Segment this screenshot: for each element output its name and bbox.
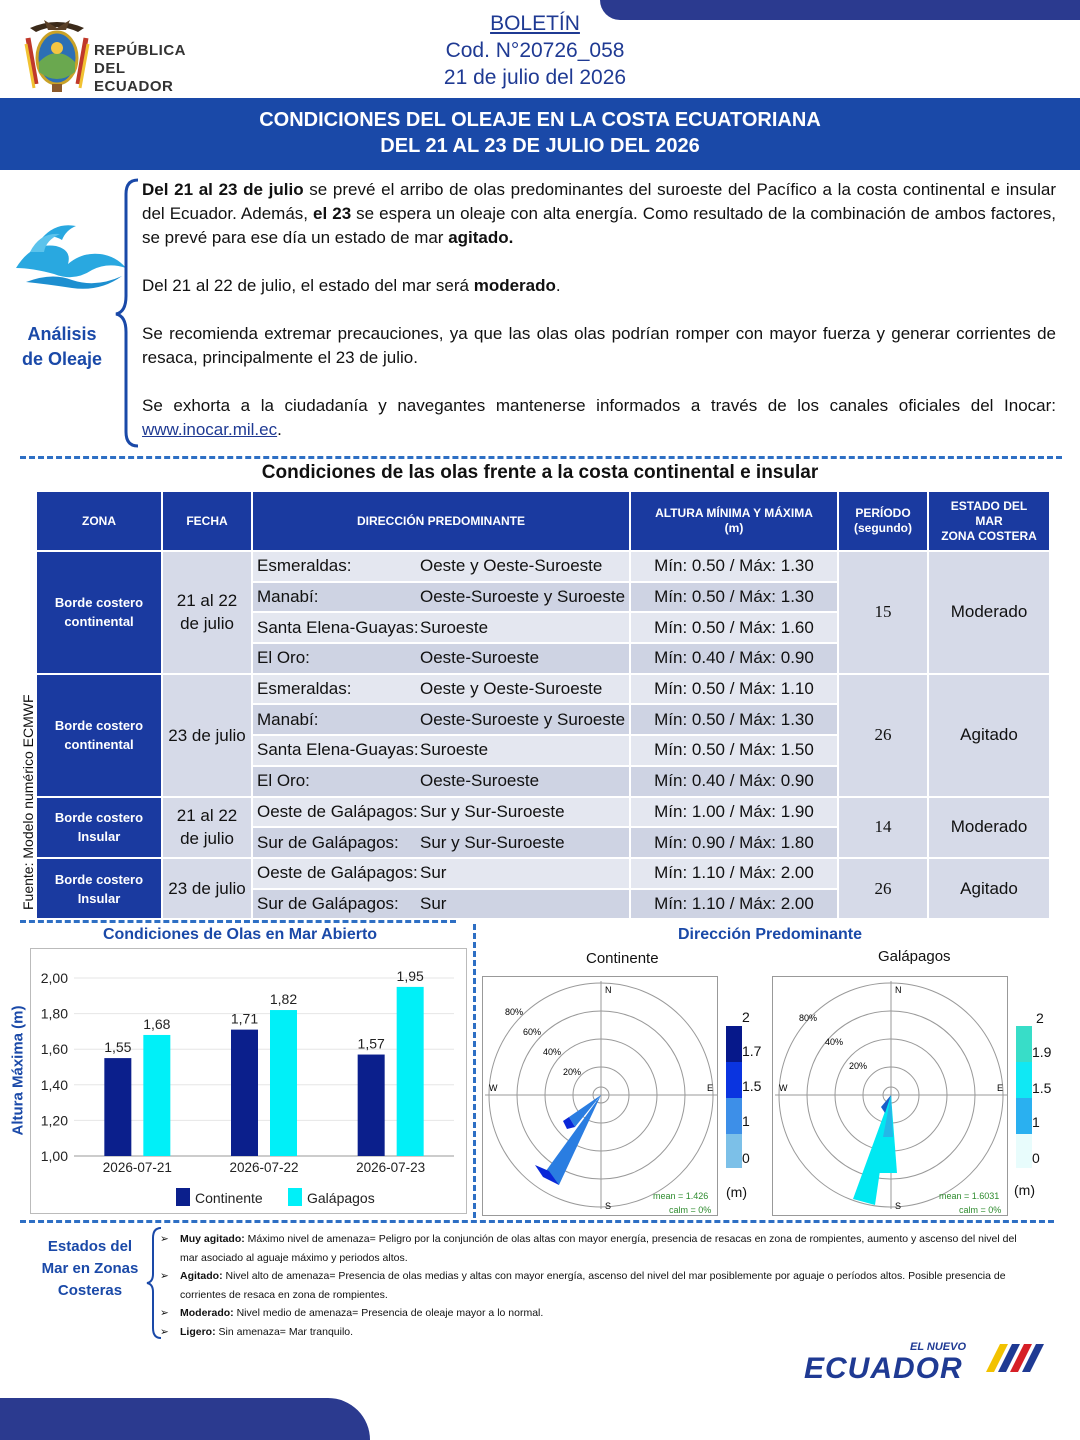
header-line: (segundo) (854, 521, 912, 535)
direction: Oeste-Suroeste (420, 771, 540, 791)
height-cell: Mín: 0.50 / Máx: 1.30 (631, 583, 837, 612)
y-tick-label: 1,80 (40, 1005, 68, 1022)
legend-label: Continente (195, 1190, 263, 1206)
direction: Oeste-Suroeste y Suroeste (420, 709, 626, 729)
rose-continente-title: Continente (586, 950, 659, 967)
table-row (37, 675, 1049, 704)
location: Santa Elena-Guayas: (257, 740, 419, 760)
period-cell: 14 (839, 798, 927, 857)
wave-conditions-table (35, 490, 1051, 920)
colorbar-segment (1016, 1026, 1032, 1062)
analysis-label-line-2: de Oleaje (21, 349, 103, 369)
data-label: 1,71 (230, 1010, 259, 1027)
state-text: Máximo nivel de amenaza= Peligro por la conjunción de olas altas con mayor energía, presencia de resacas en zona de rompientes, aumento y ascenso del nivel del mar asociado al aguaje máximo y periodos altos. (180, 1233, 1017, 1264)
data-label: 1,82 (269, 991, 298, 1008)
colorbar-tick: 2 (1036, 1010, 1044, 1026)
emphasis: agitado. (448, 228, 514, 247)
ring-label: 80% (799, 1013, 818, 1023)
colorbar-tick: 1.7 (742, 1043, 762, 1059)
date-cell: 23 de julio (163, 859, 251, 918)
direction-cell (253, 613, 629, 642)
ring-label: 20% (849, 1061, 868, 1071)
location: Oeste de Galápagos: (257, 801, 418, 821)
analysis-label (10, 322, 114, 372)
calm-label: calm = 0% (959, 1205, 1002, 1215)
colorbar-segment (726, 1134, 742, 1168)
data-label: 1,55 (104, 1039, 132, 1056)
text: . (555, 276, 561, 295)
state-name: Agitado: (180, 1270, 223, 1283)
location: El Oro: (257, 648, 310, 668)
header-decoration (600, 0, 1080, 20)
inocar-link[interactable]: www.inocar.mil.ec (142, 420, 278, 439)
bar (231, 1030, 258, 1156)
analysis-text (142, 178, 1056, 466)
rose-section-title: Dirección Predominante (677, 926, 863, 943)
zone-cell (37, 859, 161, 918)
ring-label: 60% (523, 1027, 542, 1037)
logo-big-text: ECUADOR (804, 1352, 963, 1385)
direction: Sur y Sur-Suroeste (420, 801, 565, 821)
mean-label: mean = 1.426 (653, 1191, 709, 1201)
arrow-icon: ➢ (160, 1233, 169, 1245)
zone-line: Borde costero (54, 871, 144, 887)
bar (270, 1010, 297, 1156)
header-estado (929, 492, 1049, 550)
direction: Oeste-Suroeste y Suroeste (420, 587, 626, 607)
date-line: 21 al 22 (176, 591, 238, 611)
colorbar-segment (726, 1062, 742, 1098)
list-item (160, 1267, 1030, 1304)
data-label: 1,57 (357, 1035, 385, 1052)
rose-continente-colorbar (726, 1026, 742, 1168)
header-line: (m) (724, 521, 744, 535)
table-row (37, 859, 1049, 888)
height-cell: Mín: 0.40 / Máx: 0.90 (631, 767, 837, 796)
emphasis: moderado (473, 276, 556, 295)
data-label: 1,68 (143, 1015, 171, 1032)
state-cell: Moderado (929, 552, 1049, 673)
bar-chart-title: Condiciones de Olas en Mar Abierto (102, 926, 378, 943)
zone-line: Borde costero (54, 810, 144, 826)
x-tick-label: 2026-07-22 (229, 1160, 299, 1175)
state-cell: Agitado (929, 859, 1049, 918)
colorbar-segment (1016, 1134, 1032, 1168)
zone-cell (37, 798, 161, 857)
date-line: de julio (180, 829, 234, 849)
header-direccion: DIRECCIÓN PREDOMINANTE (253, 492, 629, 550)
states-label-line: Estados del (47, 1238, 133, 1255)
states-list (160, 1230, 1030, 1342)
republic-line-2: DEL ECUADOR (94, 60, 174, 95)
arrow-icon: ➢ (160, 1325, 169, 1338)
zone-line: Borde costero (54, 595, 144, 611)
date-line: de julio (180, 614, 234, 634)
zone-line: Insular (77, 829, 121, 845)
rose-galapagos (772, 976, 1008, 1216)
header-line: ESTADO DEL (950, 498, 1028, 513)
bulletin-code: Cod. N°20726_058 (445, 39, 625, 62)
zone-line: Borde costero (54, 718, 144, 734)
ring-label: 40% (543, 1047, 562, 1057)
state-cell: Moderado (929, 798, 1049, 857)
legend-swatch (176, 1188, 190, 1206)
footer-decoration (0, 1398, 370, 1440)
table-title: Condiciones de las olas frente a la costa continental e insular (261, 462, 819, 483)
table-row (37, 552, 1049, 581)
colorbar-segment (726, 1098, 742, 1134)
legend-swatch (288, 1188, 302, 1206)
republic-line-1: REPÚBLICA (94, 42, 187, 59)
direction-cell (253, 705, 629, 734)
colorbar-segment (1016, 1062, 1032, 1098)
text: Se exhorta a la ciudadanía y navegantes mantenerse informados a través de los canales oficiales del Inocar: (142, 396, 1056, 415)
divider (473, 924, 476, 1218)
direction-cell (253, 736, 629, 765)
header-fecha: FECHA (163, 492, 251, 550)
coat-of-arms-icon (22, 14, 92, 94)
source-note: Fuente: Modelo numérico ECMWF (20, 694, 36, 910)
analysis-label-line-1: Análisis (27, 324, 97, 344)
direction-cell (253, 644, 629, 673)
text: se prevé el arribo de olas predominantes del suroeste del Pacífico a la costa continental e insular del Ecuador. Además, (142, 180, 1056, 223)
states-label-line: Costeras (57, 1282, 123, 1299)
y-tick-label: 1,40 (40, 1076, 68, 1093)
zone-line: continental (64, 614, 134, 630)
header-line: MAR (975, 513, 1003, 528)
calm-label: calm = 0% (669, 1205, 712, 1215)
table-row (37, 798, 1049, 827)
colorbar-tick: 1.5 (1032, 1080, 1052, 1096)
bar (143, 1035, 170, 1156)
height-cell: Mín: 0.50 / Máx: 1.60 (631, 613, 837, 642)
location: El Oro: (257, 771, 310, 791)
compass-w: W (779, 1083, 788, 1093)
height-cell: Mín: 1.00 / Máx: 1.90 (631, 798, 837, 827)
zone-line: Insular (77, 890, 121, 906)
zone-cell (37, 675, 161, 796)
direction: Oeste-Suroeste (420, 648, 540, 668)
analysis-paragraph-4 (142, 394, 1056, 442)
x-tick-label: 2026-07-21 (102, 1160, 172, 1175)
direction-cell (253, 767, 629, 796)
compass-e: E (707, 1083, 714, 1093)
colorbar-tick: 1 (1032, 1114, 1040, 1130)
height-cell: Mín: 0.50 / Máx: 1.30 (631, 705, 837, 734)
divider (20, 920, 456, 923)
text: Del 21 al 22 de julio, el estado del mar será (142, 276, 474, 295)
state-name: Muy agitado: (180, 1233, 245, 1245)
direction-cell (253, 583, 629, 612)
direction-cell (253, 552, 629, 581)
location: Santa Elena-Guayas: (257, 617, 419, 637)
bar (358, 1055, 385, 1156)
direction: Suroeste (420, 617, 489, 637)
direction: Oeste y Oeste-Suroeste (420, 556, 603, 576)
compass-n: N (605, 985, 612, 995)
direction: Oeste y Oeste-Suroeste (420, 679, 603, 699)
rose-petal (543, 1095, 601, 1185)
header-altura (631, 492, 837, 550)
height-cell: Mín: 0.50 / Máx: 1.30 (631, 552, 837, 581)
colorbar-tick: 0 (1032, 1150, 1040, 1166)
ring-label: 40% (825, 1037, 844, 1047)
analysis-paragraph-1 (142, 178, 1056, 250)
logo-small-text: EL NUEVO (910, 1341, 967, 1353)
state-name: Ligero: (180, 1325, 216, 1338)
date-line: 21 al 22 (176, 806, 238, 826)
date-cell: 23 de julio (163, 675, 251, 796)
date-cell (163, 552, 251, 673)
location: Manabí: (257, 587, 319, 607)
colorbar-segment (1016, 1098, 1032, 1134)
arrow-icon: ➢ (160, 1270, 169, 1283)
title-line-2: DEL 21 AL 23 DE JULIO DEL 2026 (380, 135, 700, 157)
colorbar-tick: 0 (742, 1150, 750, 1166)
direction: Sur y Sur-Suroeste (420, 832, 565, 852)
header-line: PERÍODO (855, 506, 911, 520)
colorbar-segment (726, 1026, 742, 1062)
divider (20, 1220, 1054, 1223)
legend-label: Galápagos (307, 1190, 375, 1206)
bulletin-label: BOLETÍN (490, 12, 580, 35)
height-cell: Mín: 1.10 / Máx: 2.00 (631, 890, 837, 919)
height-cell: Mín: 0.40 / Máx: 0.90 (631, 644, 837, 673)
y-tick-label: 1,60 (40, 1041, 68, 1058)
rose-galapagos-colorbar (1016, 1026, 1032, 1168)
location: Oeste de Galápagos: (257, 863, 418, 883)
bar-chart (30, 948, 467, 1214)
rose-continente-plot (483, 977, 719, 1217)
header-line: ZONA COSTERA (941, 528, 1037, 543)
period-cell: 26 (839, 859, 927, 918)
table-header-row (37, 492, 1049, 550)
bulletin-date: 21 de julio del 2026 (443, 66, 627, 89)
state-text: Nivel alto de amenaza= Presencia de olas medias y altas con mayor energía, ascenso del nivel del mar posiblemente por aguaje o períodos altos. Posible presencia de corrientes de resaca en zona de rompientes. (180, 1270, 1006, 1301)
header-periodo (839, 492, 927, 550)
rose-galapagos-title: Galápagos (878, 948, 951, 965)
direction-cell (253, 890, 629, 919)
text: se espera un oleaje con alta energía. Como resultado de la combinación de ambos factores, se prevé para ese día un estado de mar (142, 204, 1056, 247)
height-cell: Mín: 0.50 / Máx: 1.50 (631, 736, 837, 765)
bar-chart-ylabel: Altura Máxima (m) (9, 1005, 27, 1136)
period-cell: 26 (839, 675, 927, 796)
rose-continente (482, 976, 718, 1216)
states-label-line: Mar en Zonas (41, 1260, 139, 1277)
direction-cell (253, 675, 629, 704)
arrow-icon: ➢ (160, 1307, 169, 1320)
list-item (160, 1304, 1030, 1323)
compass-n: N (895, 985, 902, 995)
bar (397, 987, 424, 1156)
colorbar-unit: (m) (1014, 1182, 1035, 1198)
zone-cell (37, 552, 161, 673)
divider (20, 456, 1062, 459)
colorbar-tick: 1.9 (1032, 1044, 1052, 1060)
el-nuevo-ecuador-logo (800, 1336, 1050, 1386)
period-cell: 15 (839, 552, 927, 673)
state-text: Nivel medio de amenaza= Presencia de oleaje mayor a lo normal. (233, 1307, 544, 1320)
direction-cell (253, 798, 629, 827)
state-cell: Agitado (929, 675, 1049, 796)
location: Manabí: (257, 709, 319, 729)
page-title (0, 98, 1080, 170)
direction-cell (253, 859, 629, 888)
y-tick-label: 2,00 (40, 970, 68, 986)
location: Sur de Galápagos: (257, 893, 399, 913)
location: Esmeraldas: (257, 556, 352, 576)
location: Esmeraldas: (257, 679, 352, 699)
list-item (160, 1230, 1030, 1267)
date-cell (163, 798, 251, 857)
compass-s: S (895, 1201, 902, 1211)
title-line-1: CONDICIONES DEL OLEAJE EN LA COSTA ECUATORIANA (259, 109, 821, 131)
height-cell: Mín: 1.10 / Máx: 2.00 (631, 859, 837, 888)
analysis-paragraph-2 (142, 274, 1056, 298)
y-tick-label: 1,00 (40, 1148, 68, 1164)
compass-s: S (605, 1201, 612, 1211)
header-line: ALTURA MÍNIMA Y MÁXIMA (655, 506, 813, 520)
x-tick-label: 2026-07-23 (356, 1160, 426, 1175)
bar (104, 1058, 131, 1156)
ring-label: 20% (563, 1067, 582, 1077)
direction: Sur (420, 863, 447, 883)
mean-label: mean = 1.6031 (939, 1191, 1000, 1201)
emphasis: el 23 (313, 204, 352, 223)
rose-galapagos-plot (773, 977, 1009, 1217)
state-name: Moderado: (180, 1307, 234, 1320)
location: Sur de Galápagos: (257, 832, 399, 852)
compass-w: W (489, 1083, 498, 1093)
zone-line: continental (64, 737, 134, 753)
states-label (28, 1236, 152, 1302)
curly-brace (110, 178, 142, 448)
republic-logo (22, 14, 202, 96)
data-label: 1,95 (396, 967, 424, 984)
colorbar-tick: 1.5 (742, 1078, 762, 1094)
direction-cell (253, 828, 629, 857)
analysis-paragraph-3: Se recomienda extremar precauciones, ya que las olas olas podrían romper con mayor fuerza y generar corrientes de resaca, principalmente el 23 de julio. (142, 324, 1056, 367)
y-tick-label: 1,20 (40, 1112, 68, 1129)
header-zona: ZONA (37, 492, 161, 550)
bulletin-info (420, 10, 650, 91)
state-text: Sin amenaza= Mar tranquilo. (215, 1325, 354, 1338)
height-cell: Mín: 0.90 / Máx: 1.80 (631, 828, 837, 857)
colorbar-unit: (m) (726, 1184, 747, 1200)
direction: Sur (420, 893, 447, 913)
height-cell: Mín: 0.50 / Máx: 1.10 (631, 675, 837, 704)
ring-label: 80% (505, 1007, 524, 1017)
emphasis: Del 21 al 23 de julio (142, 180, 304, 199)
colorbar-tick: 2 (742, 1009, 750, 1025)
direction: Suroeste (420, 740, 489, 760)
colorbar-tick: 1 (742, 1113, 750, 1129)
text: . (277, 420, 282, 439)
compass-e: E (997, 1083, 1004, 1093)
